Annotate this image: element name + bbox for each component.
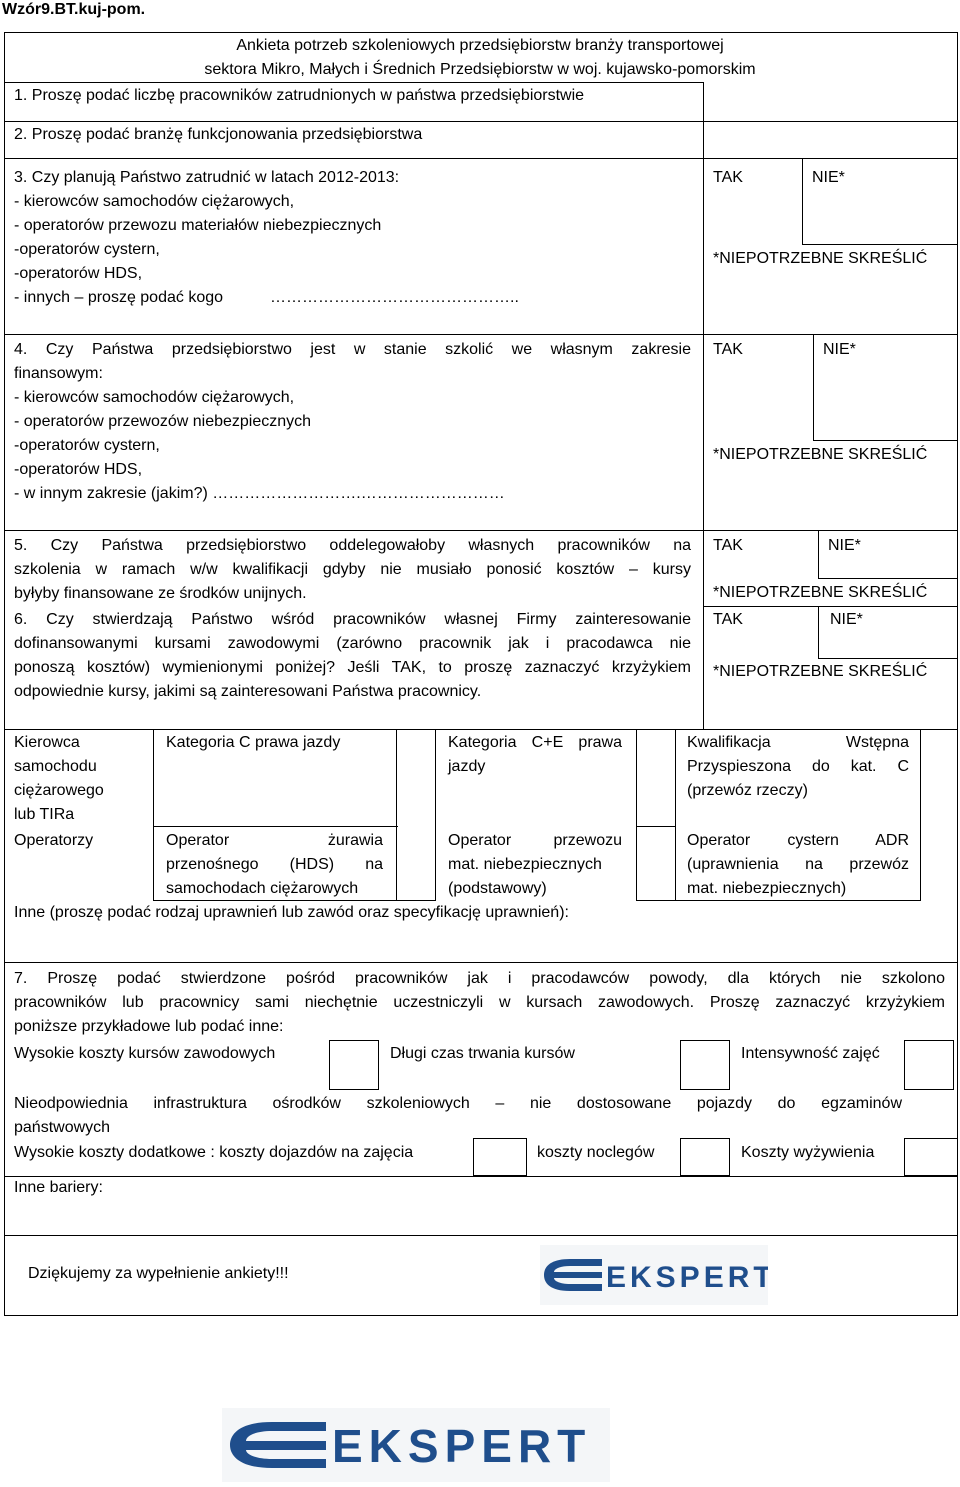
q4-line: -operatorów cystern, [14, 437, 160, 454]
course-category-ce-checkbox[interactable] [637, 730, 675, 826]
driver-label: samochodu [14, 758, 97, 775]
q4-line: - w innym zakresie (jakim?) ……………………….……………………… [14, 485, 505, 502]
barrier-intensity-checkbox[interactable] [905, 1041, 953, 1089]
course-adr-basic: Operator przewozu [448, 832, 622, 849]
operators-label: Operatorzy [14, 832, 94, 849]
barrier-lodging-checkbox[interactable] [681, 1139, 729, 1175]
thanks-message: Dziękujemy za wypełnienie ankiety!!! [28, 1265, 289, 1282]
driver-label: ciężarowego [14, 782, 104, 799]
q3-line: -operatorów cystern, [14, 241, 160, 258]
barrier-intensity: Intensywność zajęć [741, 1045, 880, 1062]
course-category-ce: Kategoria C+E prawa [448, 734, 622, 751]
barrier-other-label: Inne bariery: [14, 1179, 103, 1196]
barrier-infrastructure: Nieodpowiednia infrastruktura ośrodków szkoleniowych – nie dostosowane pojazdy do egzaminów [14, 1095, 902, 1112]
barrier-course-costs-checkbox[interactable] [330, 1041, 378, 1089]
course-adr-basic-checkbox[interactable] [637, 827, 675, 900]
q4-line: -operatorów HDS, [14, 461, 143, 478]
course-adr-tank: Operator cystern ADR [687, 832, 909, 849]
barrier-extra-costs: Wysokie koszty dodatkowe : koszty dojazdów na zajęcia [14, 1144, 414, 1161]
q4-no-option[interactable]: NIE* [823, 341, 856, 358]
q3-line: 3. Czy planują Państwo zatrudnić w latach 2012-2013: [14, 169, 400, 186]
course-qualification-cont: (przewóz rzeczy) [687, 782, 808, 799]
course-adr-tank-cont: mat. niebezpiecznych) [687, 880, 847, 897]
q6-line: 6. Czy stwierdzają Państwo wśród pracowników własnej Firmy zainteresowanie [14, 611, 691, 628]
logo-wordmark-large: EKSPERT [332, 1420, 592, 1472]
survey-title-line1: Ankieta potrzeb szkoleniowych przedsiębiorstw branży transportowej [236, 37, 724, 54]
course-qualification: Kwalifikacja Wstępna [687, 734, 909, 751]
course-category-ce-cont: jazdy [448, 758, 486, 775]
q4-line: 4. Czy Państwa przedsiębiorstwo jest w stanie szkolić we własnym zakresie [14, 341, 691, 358]
q3-line: - kierowców samochodów ciężarowych, [14, 193, 295, 210]
barrier-food: Koszty wyżywienia [741, 1144, 875, 1161]
course-hds-checkbox[interactable] [397, 827, 435, 900]
course-qualification-cont: Przyspieszona do kat. C [687, 758, 909, 775]
course-adr-tank-cont: (uprawnienia na przewóz [687, 856, 909, 873]
q5-no-option[interactable]: NIE* [828, 537, 861, 554]
q3-line: - innych – proszę podać kogo [14, 289, 224, 306]
course-hds-cont: samochodach ciężarowych [166, 880, 359, 897]
course-other-field[interactable] [14, 926, 944, 960]
ekspert-logo-large [222, 1408, 610, 1482]
course-other-label: Inne (proszę podać rodzaj uprawnień lub zawód oraz specyfikację uprawnień): [14, 904, 569, 921]
barrier-long-duration-checkbox[interactable] [681, 1041, 729, 1089]
q5-yes-option[interactable]: TAK [713, 537, 743, 554]
driver-label: Kierowca [14, 734, 80, 751]
q5-strike-note: *NIEPOTRZEBNE SKREŚLIĆ [713, 584, 928, 601]
course-qualification-checkbox[interactable] [921, 730, 957, 826]
ekspert-logo [540, 1245, 768, 1305]
course-hds: Operator żurawia [166, 832, 383, 849]
barrier-food-checkbox[interactable] [905, 1139, 957, 1175]
q7-line: 7. Proszę podać stwierdzone pośród pracowników jak i pracodawców powody, dla których nie szkolono [14, 970, 945, 987]
q3-yes-option[interactable]: TAK [713, 169, 743, 186]
q4-yes-option[interactable]: TAK [713, 341, 743, 358]
course-category-c: Kategoria C prawa jazdy [166, 734, 341, 751]
q3-no-option[interactable]: NIE* [812, 169, 845, 186]
course-adr-basic-cont: mat. niebezpiecznych [448, 856, 602, 873]
barrier-other-field[interactable] [14, 1200, 944, 1233]
q3-line: - operatorów przewozu materiałów niebezpiecznych [14, 217, 382, 234]
q6-line: odpowiednie kursy, jakimi są zainteresowani Państwa pracownicy. [14, 683, 482, 700]
q1-answer-field[interactable] [704, 83, 957, 120]
barrier-infrastructure-cont: państwowych [14, 1119, 111, 1136]
q5-line: 5. Czy Państwa przedsiębiorstwo oddelegowałoby własnych pracowników na [14, 537, 691, 554]
course-adr-tank-checkbox[interactable] [921, 827, 957, 900]
q6-line: ponoszą kosztów) wymienionymi poniżej? Jeśli TAK, to proszę zaznaczyć krzyżykiem [14, 659, 691, 676]
q6-no-option[interactable]: NIE* [830, 611, 863, 628]
q3-line: -operatorów HDS, [14, 265, 143, 282]
question-1: 1. Proszę podać liczbę pracowników zatrudnionych w państwa przedsiębiorstwie [14, 87, 585, 104]
q7-line: pracowników lub pracownicy sami niechętnie uczestniczyli w kursach zawodowych. Proszę zaznaczyć krzyżykiem [14, 994, 945, 1011]
q4-line: finansowym: [14, 365, 103, 382]
q4-strike-note: *NIEPOTRZEBNE SKREŚLIĆ [713, 446, 928, 463]
question-2: 2. Proszę podać branżę funkcjonowania przedsiębiorstwa [14, 126, 423, 143]
q5-line: szkolenia w ramach w/w kwalifikacji gdyby nie musiało ponosić kosztów – kursy [14, 561, 691, 578]
q3-other-dots[interactable]: ……………………………………….. [270, 289, 519, 306]
barrier-extra-costs-checkbox[interactable] [474, 1139, 526, 1175]
q2-answer-field[interactable] [704, 122, 957, 157]
course-hds-cont: przenośnego (HDS) na [166, 856, 383, 873]
course-category-c-checkbox[interactable] [397, 730, 435, 826]
survey-title-line2: sektora Mikro, Małych i Średnich Przedsiębiorstw w woj. kujawsko-pomorskim [204, 61, 756, 78]
barrier-long-duration: Długi czas trwania kursów [390, 1045, 575, 1062]
logo-wordmark: EKSPERT [606, 1261, 768, 1294]
q6-line: dofinansowanymi kursami zawodowymi (zarówno pracownik jak i pracodawca nie [14, 635, 691, 652]
q6-yes-option[interactable]: TAK [713, 611, 743, 628]
q4-line: - kierowców samochodów ciężarowych, [14, 389, 295, 406]
course-adr-basic-cont: (podstawowy) [448, 880, 547, 897]
driver-label: lub TIRa [14, 806, 75, 823]
q6-strike-note: *NIEPOTRZEBNE SKREŚLIĆ [713, 663, 928, 680]
q7-line: poniższe przykładowe lub podać inne: [14, 1018, 284, 1035]
barrier-course-costs: Wysokie koszty kursów zawodowych [14, 1045, 276, 1062]
barrier-lodging: koszty noclegów [537, 1144, 655, 1161]
q3-strike-note: *NIEPOTRZEBNE SKREŚLIĆ [713, 250, 928, 267]
document-reference: Wzór9.BT.kuj-pom. [2, 1, 146, 18]
q4-line: - operatorów przewozów niebezpiecznych [14, 413, 312, 430]
q5-line: byłyby finansowane ze środków unijnych. [14, 585, 307, 602]
